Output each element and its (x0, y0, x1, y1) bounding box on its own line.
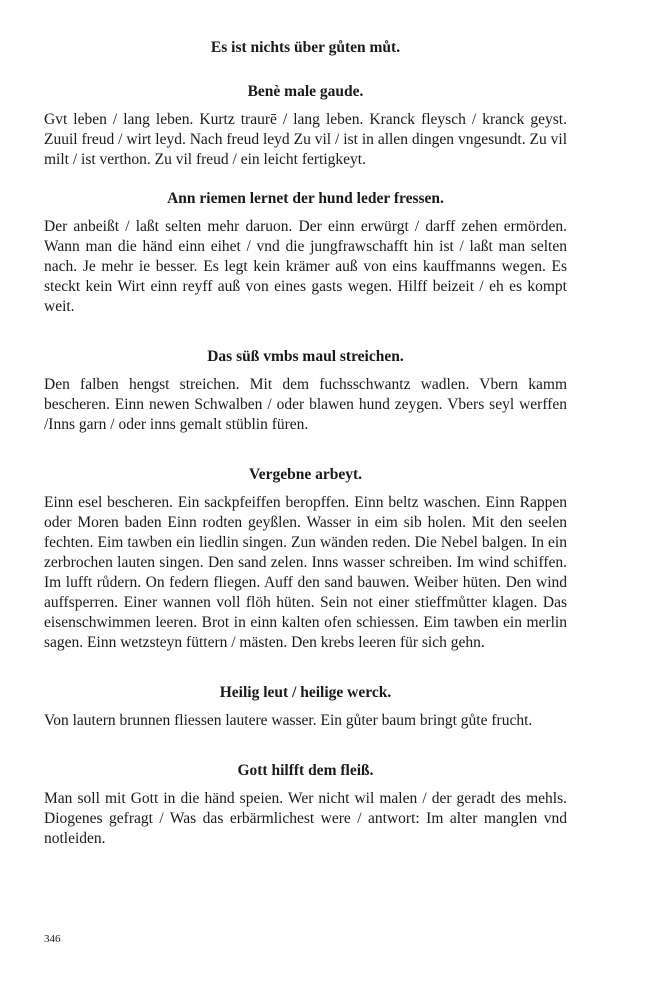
page-number: 346 (44, 933, 61, 945)
page-title: Es ist nichts über gůten můt. (210, 39, 401, 56)
section-text: Der anbeißt / laßt selten mehr daruon. Der einn erwürgt / darff zehen ermörden. Wann man die händ einn eihet / vnd die jungfrawschafft hin ist / laßt man selten nach. Je mehr ie besser. Es legt kein krämer auß von eins kauffmanns wegen. Es steckt kein Wirt einn reyff auß von eines gasts wegen. Hilff beizeit / eh es kompt weit. (44, 218, 567, 315)
section-heading: Heilig leut / heilige werck. (219, 684, 392, 701)
section-heading: Das süß vmbs maul streichen. (207, 348, 404, 365)
section-heading: Ann riemen lernet der hund leder fressen. (167, 190, 444, 207)
section-riemen (44, 189, 567, 317)
section-vergebne-arbeyt (44, 465, 567, 653)
section-bene-male-gaude (44, 82, 567, 170)
page-body (44, 38, 567, 868)
section-heilig-leut (44, 683, 567, 731)
section-text: Einn esel bescheren. Ein sackpfeiffen beropffen. Einn beltz waschen. Einn Rappen oder Moren baden Einn rodten geyßlen. Wasser in eim sib holen. Mit den seelen fechten. Eim tawben ein liedlin singen. Zun wänden reden. Die Nebel balgen. In ein zerbrochen lauten singen. Den sand zelen. Inns wasser schreiben. Im wind schiffen. Im lufft růdern. On federn fliegen. Auff den sand bauwen. Weiber hüten. Den wind auffsperren. Einer wannen voll flöh hüten. Sein not einer stieffmůtter klagen. Das eisenschwimmen leeren. Brot in einn kalten ofen schiessen. Eim tawben ein merlin sagen. Einn wetzsteyn füttern / mästen. Den krebs leeren für sich gehn. (44, 494, 567, 651)
section-text: Man soll mit Gott in die händ speien. Wer nicht wil malen / der geradt des mehls. Diogenes gefragt / Was das erbärmlichest were / antwort: Im alter manglen vnd notleiden. (44, 790, 567, 847)
section-text: Den falben hengst streichen. Mit dem fuchsschwantz wadlen. Vbern kamm bescheren. Einn newen Schwalben / oder blawen hund zeygen. Vbers seyl werffen /Inns garn / oder inns gemalt stüblin füren. (44, 376, 567, 433)
section-text: Gvt leben / lang leben. Kurtz traurē / lang leben. Kranck fleysch / kranck geyst. Zuuil freud / wirt leyd. Nach freud leyd Zu vil / ist in allen dingen vngesundt. Zu vil milt / ist verthon. Zu vil freud / ein leicht fertigkeyt. (44, 111, 567, 168)
section-heading: Vergebne arbeyt. (248, 466, 363, 483)
section-text: Von lautern brunnen fliessen lautere wasser. Ein gůter baum bringt gůte frucht. (44, 712, 533, 729)
section-heading: Gott hilfft dem fleiß. (237, 762, 374, 779)
section-heading: Benè male gaude. (247, 83, 364, 100)
section-gott-hilfft (44, 761, 567, 849)
section-suess (44, 347, 567, 435)
